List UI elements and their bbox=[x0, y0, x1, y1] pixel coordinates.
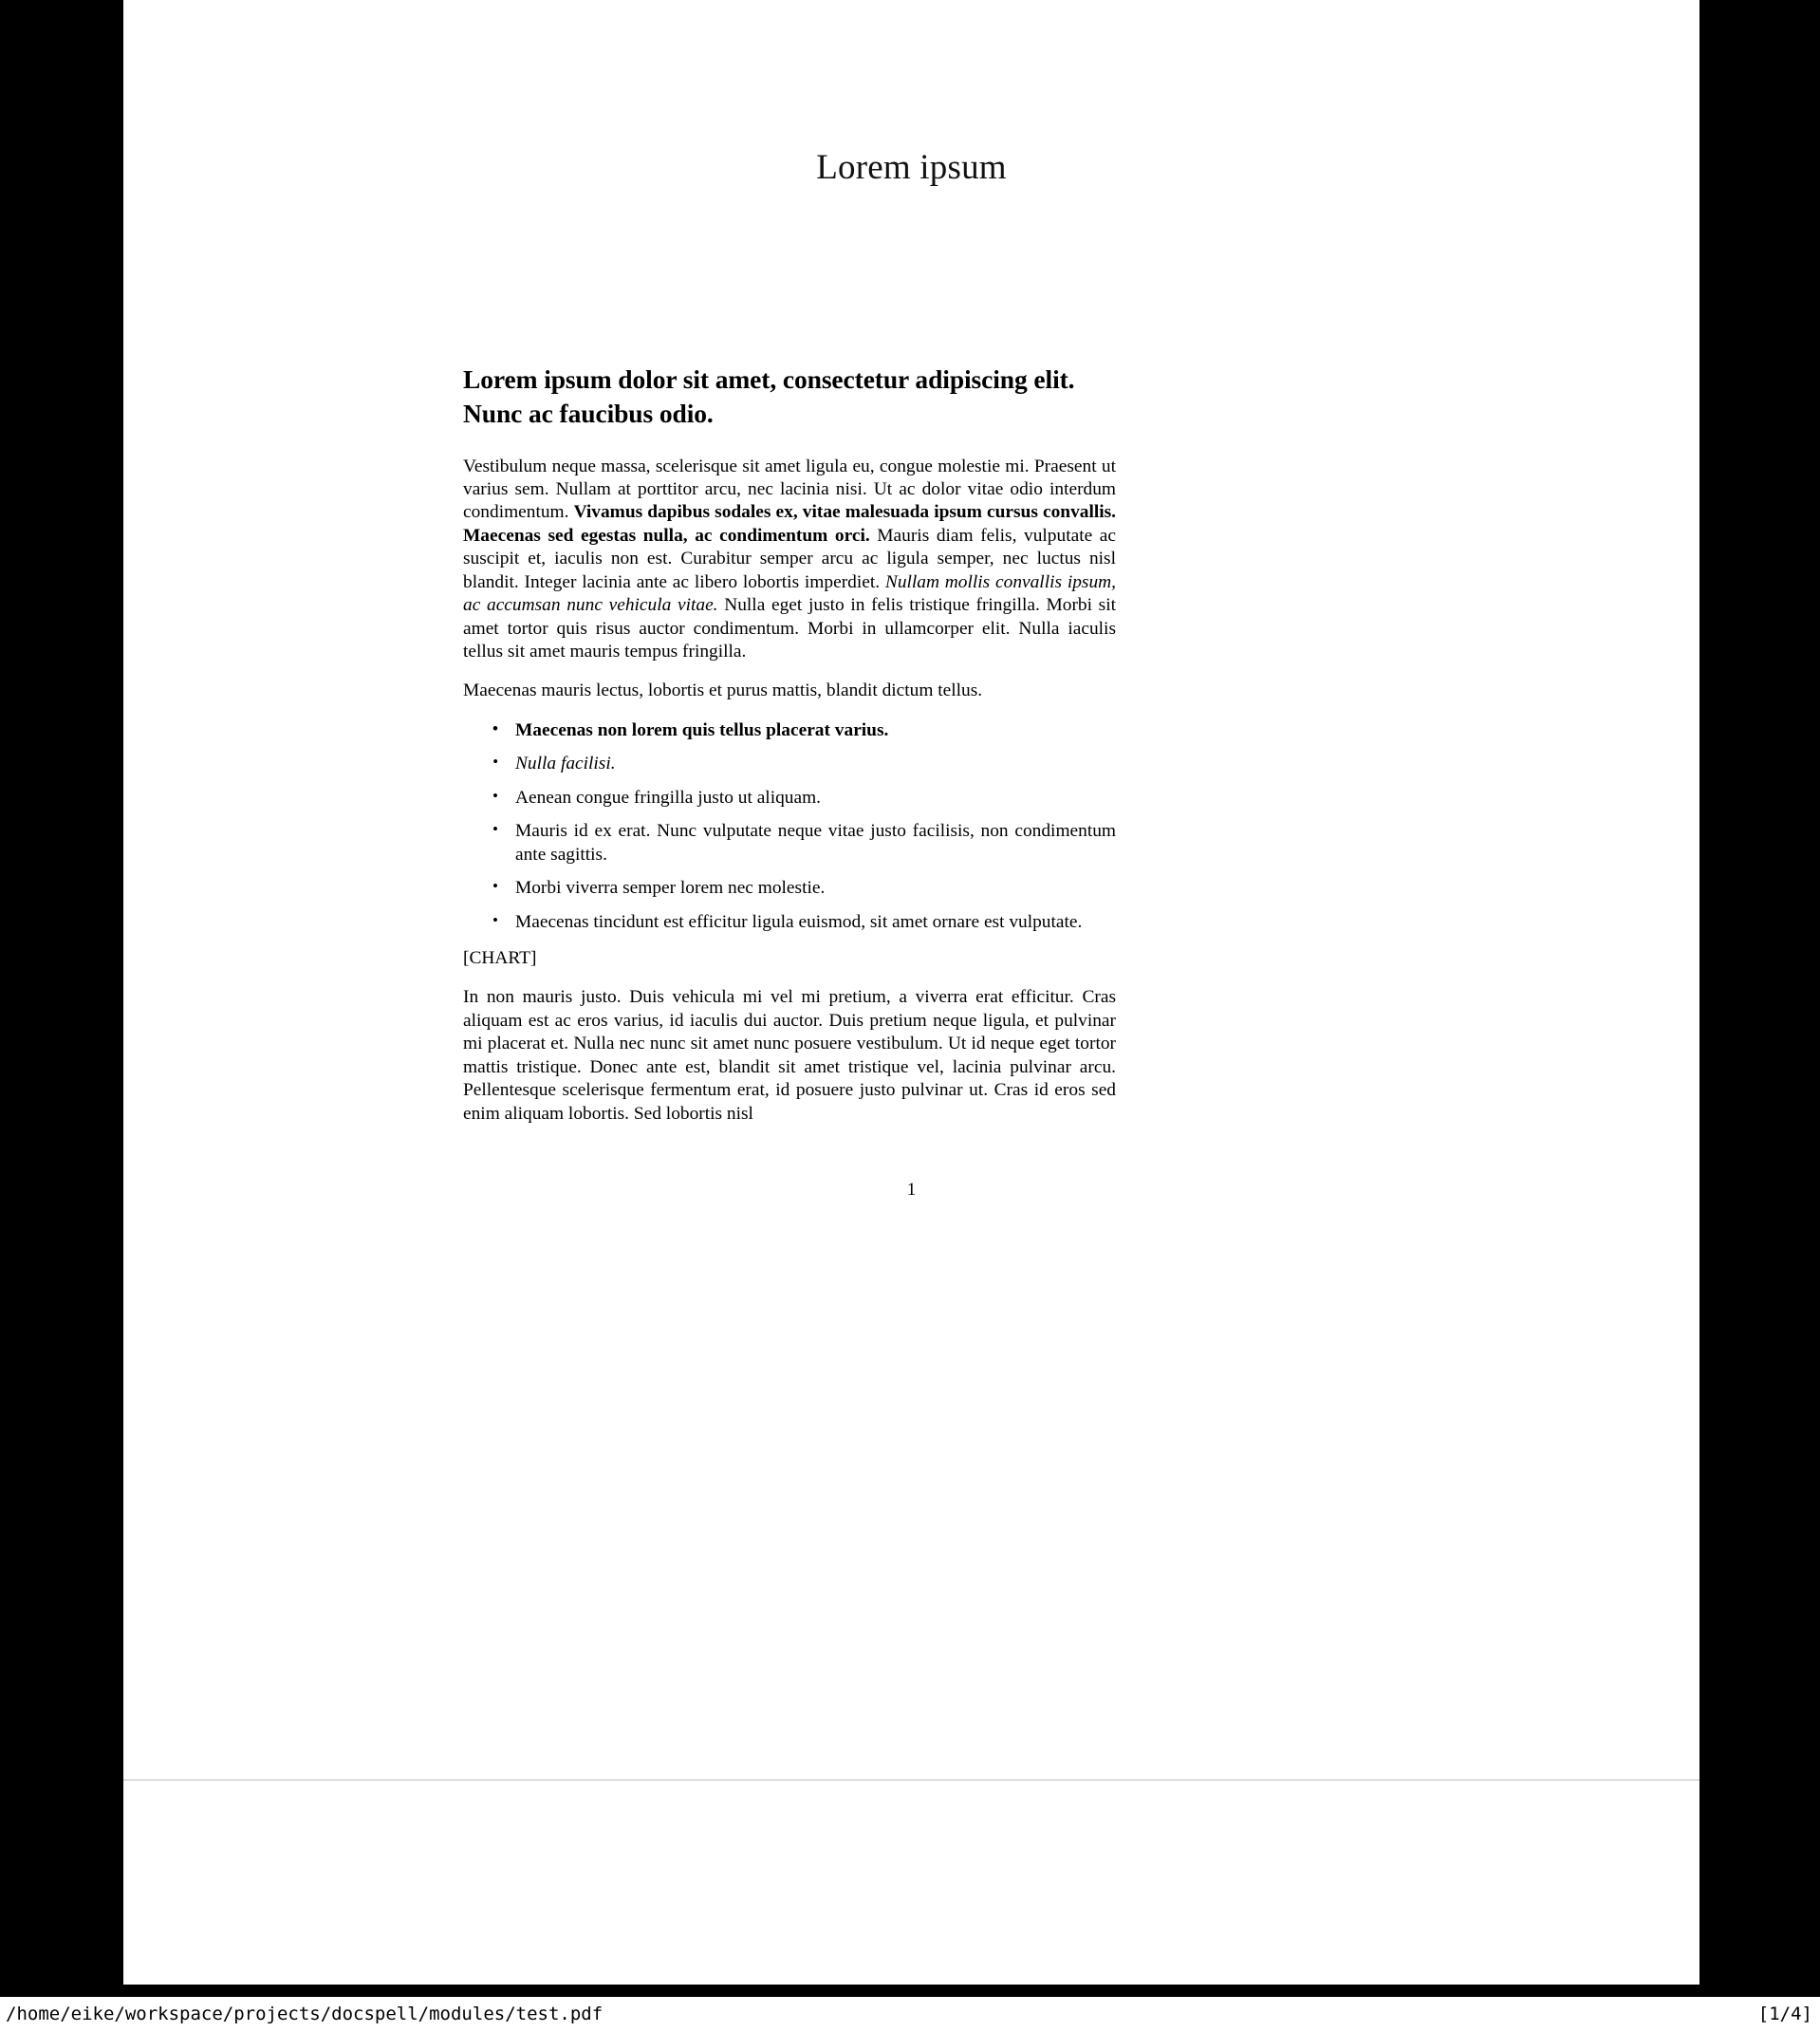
list-item: • Maecenas tincidunt est efficitur ligula euismod, sit amet ornare est vulputate. bbox=[463, 911, 1116, 934]
page-title: Lorem ipsum dolor sit amet, consectetur adipiscing elit. Nunc ac faucibus odio. bbox=[463, 364, 1075, 428]
list-item: • Aenean congue fringilla justo ut aliquam. bbox=[463, 787, 1116, 810]
paragraph-1-part-1: Vestibulum neque massa, scelerisque sit amet ligula eu, congue molestie mi. Praesent ut varius sem. Nullam at porttitor arcu, nec lacinia nisi. Ut ac dolor vitae odio interdum condimentum. bbox=[463, 456, 1116, 523]
list-item: • Maecenas non lorem quis tellus placerat varius. bbox=[463, 719, 1116, 742]
paragraph-2: Maecenas mauris lectus, lobortis et purus mattis, blandit dictum tellus. bbox=[463, 680, 983, 701]
page-footer-area bbox=[123, 1780, 1699, 1985]
paragraph-1 bbox=[463, 456, 1116, 664]
running-head: Lorem ipsum bbox=[816, 148, 1007, 187]
status-bar bbox=[0, 1997, 1820, 2032]
paragraph-1-part-3: Nulla eget justo in felis tristique fringilla. Morbi sit amet tortor quis risus auctor condimentum. Morbi in ullamcorper elit. Nulla iaculis tellus sit amet mauris tempus fringilla. bbox=[463, 595, 1116, 662]
list-item: • Nulla facilisi. bbox=[463, 753, 1116, 775]
paragraph-1-italic-1: Nullam mollis convallis ipsum, ac accumsan nunc vehicula vitae. bbox=[463, 571, 1117, 616]
paragraph-1-part-2: Mauris diam felis, vulputate ac suscipit et, iaculis non est. Curabitur semper arcu ac ligula semper, nec luctus nisl blandit. Integer lacinia ante ac libero lobortis imperdiet. bbox=[463, 525, 1116, 592]
status-file-path: /home/eike/workspace/projects/docspell/modules/test.pdf bbox=[6, 2004, 604, 2024]
pdf-page bbox=[123, 0, 1699, 1985]
paragraph-1-bold-1: Vivamus dapibus sodales ex, vitae malesuada ipsum cursus convallis. Maecenas sed egestas nulla, ac condimentum orci. bbox=[463, 502, 1117, 546]
bullet-list bbox=[463, 719, 1116, 934]
page-number: 1 bbox=[906, 1180, 917, 1200]
chart-placeholder: [CHART] bbox=[463, 947, 537, 968]
page-textblock bbox=[463, 363, 1116, 1142]
page-canvas bbox=[123, 0, 1699, 1780]
list-item: • Morbi viverra semper lorem nec molestie. bbox=[463, 877, 1116, 900]
status-page-indicator: [1/4] bbox=[1757, 2004, 1812, 2024]
paragraph-3: In non mauris justo. Duis vehicula mi vel mi pretium, a viverra erat efficitur. Cras aliquam est ac eros varius, id iaculis dui auctor. Duis pretium neque ligula, et pulvinar mi placerat et. Nulla nec nunc sit amet nunc posuere vestibulum. Ut id neque eget tortor mattis tristique. Donec ante est, blandit sit amet tristique vel, lacinia pulvinar arcu. Pellentesque scelerisque fermentum erat, id posuere justo pulvinar ut. Cras id eros sed enim aliquam lobortis. Sed lobortis nisl bbox=[463, 987, 1116, 1124]
list-item: • Mauris id ex erat. Nunc vulputate neque vitae justo facilisis, non condimentum ante sagittis. bbox=[463, 820, 1116, 867]
